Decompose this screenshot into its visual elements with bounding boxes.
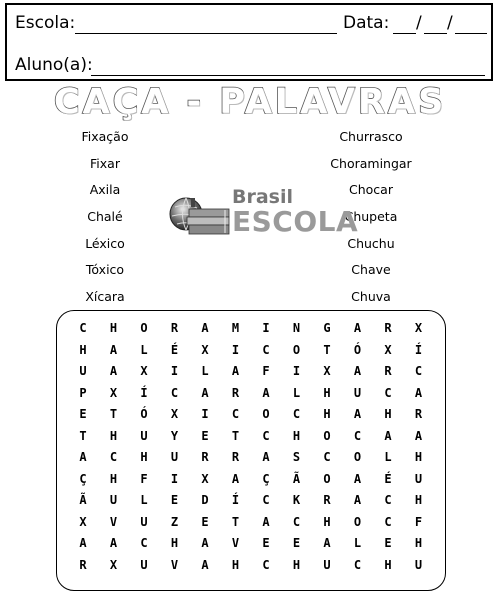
grid-letter[interactable]: C: [262, 493, 270, 507]
word-search-grid: [56, 310, 446, 591]
grid-letter[interactable]: M: [231, 321, 240, 335]
grid-letter[interactable]: C: [79, 321, 87, 335]
grid-letter[interactable]: L: [292, 385, 301, 400]
grid-letter[interactable]: F: [262, 364, 270, 378]
grid-letter[interactable]: X: [79, 514, 87, 529]
grid-letter[interactable]: Y: [170, 428, 179, 443]
grid-letter[interactable]: A: [353, 493, 362, 507]
grid-letter[interactable]: X: [414, 321, 423, 335]
word-item: Fixar: [90, 155, 120, 171]
grid-letter[interactable]: C: [292, 514, 301, 529]
grid-letter[interactable]: H: [414, 450, 423, 464]
grid-letter[interactable]: U: [170, 450, 179, 464]
grid-letter[interactable]: X: [109, 557, 118, 572]
word-item: Chocar: [349, 182, 393, 198]
header-row-school-date: [7, 11, 491, 39]
grid-letter[interactable]: A: [262, 385, 270, 400]
grid-letter[interactable]: L: [140, 342, 148, 357]
grid-letter[interactable]: C: [353, 428, 362, 443]
grid-letter[interactable]: C: [231, 407, 240, 421]
grid-letter[interactable]: F: [414, 514, 423, 529]
grid-letter[interactable]: A: [201, 321, 209, 335]
grid-letter[interactable]: O: [140, 321, 148, 335]
grid-letter[interactable]: E: [262, 536, 270, 550]
student-field[interactable]: [91, 53, 485, 76]
grid-letter[interactable]: O: [353, 450, 362, 464]
grid-letter[interactable]: A: [79, 536, 87, 550]
grid-letter[interactable]: O: [353, 514, 362, 529]
grid-letter[interactable]: A: [323, 536, 331, 550]
grid-letter[interactable]: Í: [140, 385, 148, 400]
word-item: Chave: [351, 262, 391, 278]
grid-letter[interactable]: H: [323, 407, 331, 421]
grid-letter[interactable]: K: [292, 493, 301, 507]
grid-letter[interactable]: H: [109, 428, 118, 443]
grid-letter[interactable]: R: [231, 450, 240, 464]
grid-letter[interactable]: A: [414, 428, 423, 443]
grid-letter[interactable]: T: [109, 407, 118, 421]
student-label: Aluno(a):: [15, 55, 93, 75]
word-item: Léxico: [85, 235, 125, 251]
grid-letter[interactable]: A: [79, 450, 87, 464]
grid-letter[interactable]: Ã: [292, 471, 301, 486]
grid-letter[interactable]: F: [140, 471, 148, 486]
grid-letter[interactable]: C: [292, 407, 301, 421]
grid-letter[interactable]: E: [384, 536, 392, 550]
grid-letter[interactable]: E: [201, 428, 209, 443]
grid-letter[interactable]: C: [323, 450, 331, 464]
grid-letter[interactable]: G: [323, 321, 331, 335]
grid-letter[interactable]: U: [353, 385, 362, 400]
grid-letter[interactable]: Í: [414, 342, 423, 357]
grid-letter[interactable]: C: [262, 557, 270, 572]
word-item: Churrasco: [339, 129, 403, 144]
school-field[interactable]: [75, 11, 337, 34]
grid-letter[interactable]: T: [231, 428, 240, 443]
grid-letter[interactable]: R: [414, 407, 423, 421]
grid-letter[interactable]: E: [292, 536, 301, 550]
page-title: [0, 82, 500, 122]
grid-letter[interactable]: C: [170, 385, 179, 400]
date-separator: /: [416, 13, 422, 33]
grid-letter[interactable]: X: [140, 364, 148, 378]
grid-letter[interactable]: H: [414, 536, 423, 550]
grid-letter[interactable]: H: [384, 407, 392, 421]
grid-letter[interactable]: I: [170, 364, 179, 378]
date-month-field[interactable]: [424, 11, 447, 34]
grid-letter[interactable]: O: [262, 407, 270, 421]
grid-letter[interactable]: R: [384, 364, 392, 378]
grid-letter[interactable]: E: [170, 493, 179, 507]
grid-letter[interactable]: C: [140, 536, 148, 550]
grid-letter[interactable]: T: [79, 428, 87, 443]
header-row-student: [7, 53, 491, 81]
grid-letter[interactable]: Ó: [353, 342, 362, 357]
grid-letter[interactable]: A: [201, 557, 209, 572]
grid-letter[interactable]: A: [262, 514, 270, 529]
grid-letter[interactable]: R: [384, 321, 392, 335]
grid-letter[interactable]: H: [384, 557, 392, 572]
grid-letter[interactable]: C: [414, 364, 423, 378]
grid-letter[interactable]: V: [231, 536, 240, 550]
word-list-left: [40, 124, 170, 311]
grid-letter[interactable]: U: [140, 557, 148, 572]
grid-letter[interactable]: L: [140, 493, 148, 507]
grid-letter[interactable]: U: [414, 557, 423, 572]
grid-letter[interactable]: A: [353, 471, 362, 486]
grid-letter[interactable]: C: [384, 385, 392, 400]
grid-letter[interactable]: Ó: [140, 407, 148, 421]
grid-letter[interactable]: P: [79, 385, 87, 400]
grid-letter[interactable]: X: [384, 342, 392, 357]
grid-letter[interactable]: T: [323, 342, 331, 357]
grid-letter[interactable]: A: [414, 385, 423, 400]
grid-letter[interactable]: H: [292, 428, 301, 443]
grid-letter[interactable]: V: [109, 514, 118, 529]
page-title-text: CAÇA - PALAVRAS: [53, 82, 447, 122]
word-item: Tóxico: [85, 262, 125, 278]
grid-letter[interactable]: O: [323, 428, 331, 443]
word-item: Chuchu: [347, 235, 395, 251]
grid-letter[interactable]: C: [384, 493, 392, 507]
date-year-field[interactable]: [455, 11, 487, 34]
grid-letter[interactable]: R: [231, 385, 240, 400]
grid-letter[interactable]: A: [201, 536, 209, 550]
grid-letter[interactable]: A: [262, 450, 270, 464]
grid-letter[interactable]: A: [353, 364, 362, 378]
grid-letter[interactable]: Ç: [262, 471, 270, 486]
grid-letter[interactable]: Ç: [79, 471, 87, 486]
grid-letter[interactable]: H: [170, 536, 179, 550]
grid-letter[interactable]: I: [292, 364, 301, 378]
grid-letter[interactable]: A: [231, 364, 240, 378]
grid-letter[interactable]: X: [201, 471, 209, 486]
grid-letter[interactable]: Ã: [79, 493, 87, 507]
grid-letter[interactable]: Z: [170, 514, 179, 529]
word-item: Chalé: [87, 209, 123, 225]
word-item: Xícara: [85, 289, 125, 305]
grid-letter[interactable]: U: [79, 364, 87, 378]
grid-letter[interactable]: I: [262, 321, 270, 335]
grid-letter[interactable]: O: [323, 471, 331, 486]
grid-letter[interactable]: C: [384, 514, 392, 529]
logo-text-brasil: Brasil: [232, 186, 294, 208]
grid-letter[interactable]: A: [109, 342, 118, 357]
grid-letter[interactable]: X: [109, 385, 118, 400]
grid-letter[interactable]: T: [231, 514, 240, 529]
date-separator: /: [447, 13, 453, 33]
grid-letter[interactable]: I: [231, 342, 240, 357]
globe-books-icon: [165, 183, 235, 245]
grid-letter[interactable]: L: [201, 364, 209, 378]
date-label: Data:: [343, 13, 390, 33]
grid-letter[interactable]: A: [109, 364, 118, 378]
grid-letter[interactable]: L: [384, 450, 392, 464]
grid-letter[interactable]: É: [170, 342, 179, 357]
grid-letter[interactable]: E: [79, 407, 87, 421]
grid-letter[interactable]: R: [79, 557, 87, 572]
grid-letter[interactable]: A: [353, 321, 362, 335]
grid-letter[interactable]: A: [201, 385, 209, 400]
grid-letter[interactable]: H: [414, 493, 423, 507]
grid-letter[interactable]: H: [140, 450, 148, 464]
grid-letter[interactable]: O: [292, 342, 301, 357]
grid-letter[interactable]: D: [201, 493, 209, 507]
grid-letter[interactable]: X: [323, 364, 331, 378]
grid-letter[interactable]: A: [109, 536, 118, 550]
grid-letter[interactable]: X: [201, 342, 209, 357]
grid-letter[interactable]: A: [353, 407, 362, 421]
grid-letter[interactable]: É: [384, 471, 392, 486]
grid-letter[interactable]: A: [384, 428, 392, 443]
grid-letter[interactable]: H: [323, 514, 331, 529]
grid-letter[interactable]: E: [201, 514, 209, 529]
grid-letter[interactable]: H: [109, 321, 118, 335]
grid-letter[interactable]: U: [140, 514, 148, 529]
grid-letter[interactable]: U: [140, 428, 148, 443]
grid-letter[interactable]: U: [414, 471, 423, 486]
logo-text-escola: ESCOLA: [232, 205, 359, 238]
grid-letter[interactable]: U: [109, 493, 118, 507]
grid-letter[interactable]: N: [292, 321, 301, 335]
grid-letter[interactable]: V: [170, 557, 179, 572]
grid-letter[interactable]: C: [353, 557, 362, 572]
grid-letter[interactable]: H: [79, 342, 87, 357]
grid-letter[interactable]: Í: [231, 493, 240, 507]
grid-letter[interactable]: S: [292, 450, 301, 464]
word-item: Fixação: [81, 129, 129, 144]
grid-letter[interactable]: I: [170, 471, 179, 486]
grid-letter[interactable]: H: [292, 557, 301, 572]
grid-letter[interactable]: H: [109, 471, 118, 486]
grid-letter[interactable]: H: [323, 385, 331, 400]
grid-letter[interactable]: R: [323, 493, 331, 507]
date-day-field[interactable]: [393, 11, 416, 34]
grid-letter[interactable]: C: [262, 428, 270, 443]
word-item: Axila: [89, 182, 121, 198]
grid-letter[interactable]: C: [262, 342, 270, 357]
grid-letter[interactable]: L: [353, 536, 362, 550]
grid-letter[interactable]: R: [201, 450, 209, 464]
grid-letter[interactable]: U: [323, 557, 331, 572]
brasil-escola-logo: [165, 183, 359, 245]
word-item: Chupeta: [344, 209, 398, 225]
grid-letter[interactable]: C: [109, 450, 118, 464]
school-label: Escola:: [15, 13, 76, 33]
grid-letter[interactable]: X: [170, 407, 179, 421]
word-item: Choramingar: [330, 155, 412, 171]
grid-letter[interactable]: I: [201, 407, 209, 421]
header-box: [5, 3, 493, 81]
grid-letter[interactable]: A: [231, 471, 240, 486]
grid-letter[interactable]: R: [170, 321, 179, 335]
grid-letter[interactable]: H: [231, 557, 240, 572]
word-item: Chuva: [351, 289, 391, 305]
